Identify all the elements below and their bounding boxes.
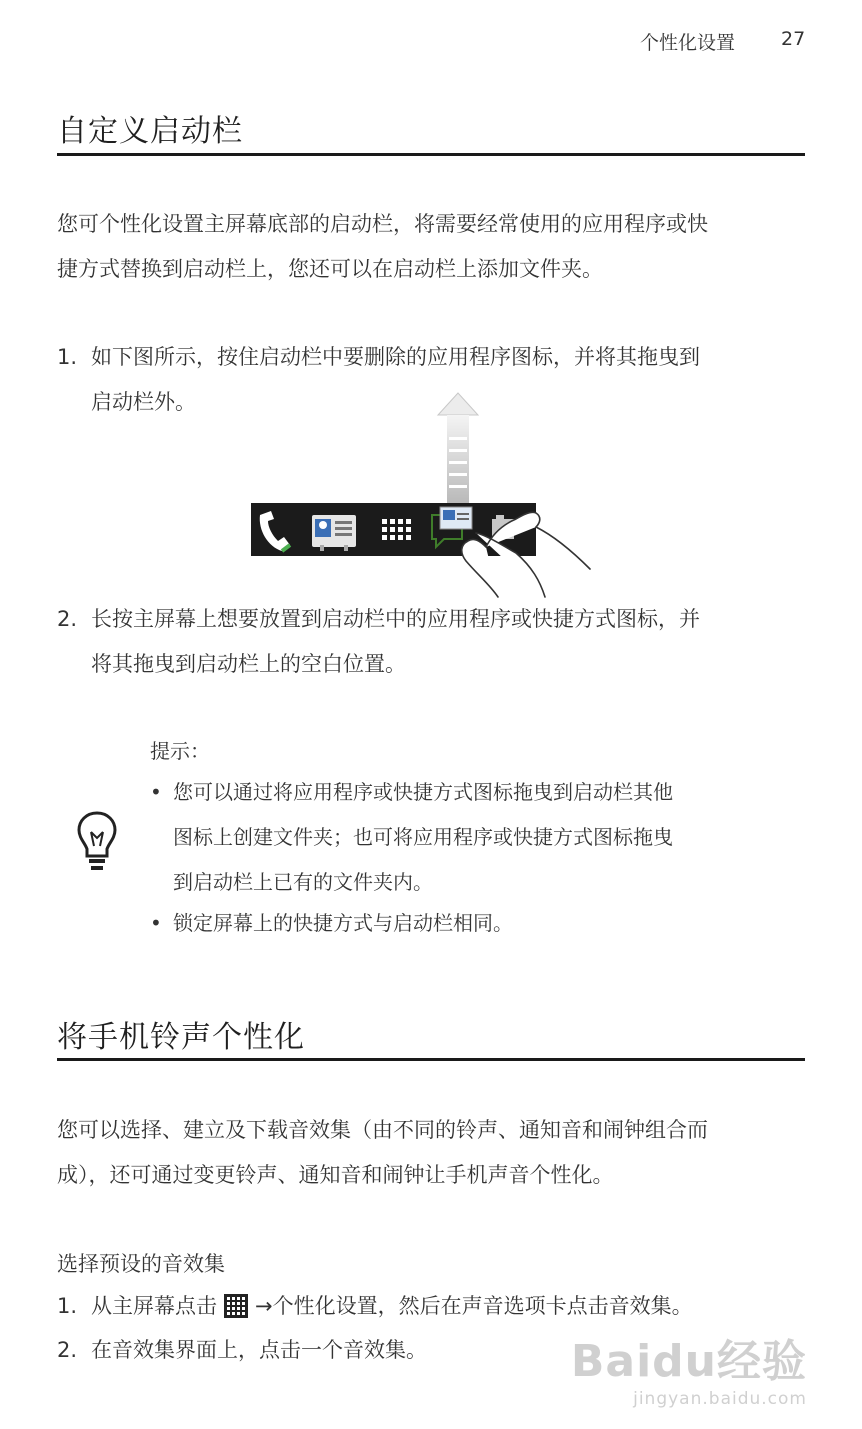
running-header-section: 个性化设置 xyxy=(640,32,736,54)
section-divider xyxy=(57,1058,805,1061)
bullet: • xyxy=(150,780,162,804)
tip-label: 提示： xyxy=(150,739,210,763)
step-2 xyxy=(57,597,807,687)
watermark-brand: Baidu经验 xyxy=(570,1336,807,1387)
launch-bar-illustration xyxy=(240,385,620,600)
text-line: 成），还可通过变更铃声、通知音和闹钟让手机声音个性化。 xyxy=(57,1163,614,1187)
step-number: 2. xyxy=(57,1338,78,1362)
text-line: 如下图所示，按住启动栏中要删除的应用程序图标，并将其拖曳到 xyxy=(91,345,700,369)
tip-item xyxy=(150,770,790,905)
text-line: 您可以选择、建立及下载音效集（由不同的铃声、通知音和闹钟组合而 xyxy=(57,1118,708,1142)
text-line: 到启动栏上已有的文件夹内。 xyxy=(173,870,433,894)
text-segment: →个性化设置，然后在声音选项卡点击音效集。 xyxy=(255,1294,693,1318)
step-number: 2. xyxy=(57,607,78,631)
text-line: 您可个性化设置主屏幕底部的启动栏，将需要经常使用的应用程序或快 xyxy=(57,212,708,236)
drag-up-arrow-icon xyxy=(438,393,478,505)
contacts-icon xyxy=(312,515,356,551)
text-segment: 从主屏幕点击 xyxy=(91,1294,217,1318)
all-apps-icon xyxy=(223,1293,249,1319)
text-line: 捷方式替换到启动栏上，您还可以在启动栏上添加文件夹。 xyxy=(57,257,603,281)
tip-item xyxy=(150,901,790,946)
step-1 xyxy=(57,1284,807,1329)
baidu-watermark xyxy=(571,1325,807,1409)
text-line: 长按主屏幕上想要放置到启动栏中的应用程序或快捷方式图标，并 xyxy=(91,607,700,631)
section-divider xyxy=(57,153,805,156)
step-number: 1. xyxy=(57,1294,78,1318)
step-number: 1. xyxy=(57,345,78,369)
watermark-url: jingyan.baidu.com xyxy=(633,1389,807,1409)
page-number: 27 xyxy=(781,28,806,50)
text-line: 锁定屏幕上的快捷方式与启动栏相同。 xyxy=(173,911,513,935)
subsection-heading: 选择预设的音效集 xyxy=(57,1252,225,1276)
text-line: 图标上创建文件夹；也可将应用程序或快捷方式图标拖曳 xyxy=(173,825,673,849)
bullet: • xyxy=(150,911,162,935)
section1-intro xyxy=(57,202,807,292)
section-title-launch-bar: 自定义启动栏 xyxy=(57,114,243,149)
text-line: 将其拖曳到启动栏上的空白位置。 xyxy=(91,652,406,676)
text-line: 您可以通过将应用程序或快捷方式图标拖曳到启动栏其他 xyxy=(173,780,673,804)
text-line: 在音效集界面上，点击一个音效集。 xyxy=(91,1338,427,1362)
section-title-ringtones: 将手机铃声个性化 xyxy=(57,1020,305,1055)
section2-intro xyxy=(57,1108,807,1198)
text-line: 启动栏外。 xyxy=(91,390,196,414)
lightbulb-icon xyxy=(76,810,118,874)
